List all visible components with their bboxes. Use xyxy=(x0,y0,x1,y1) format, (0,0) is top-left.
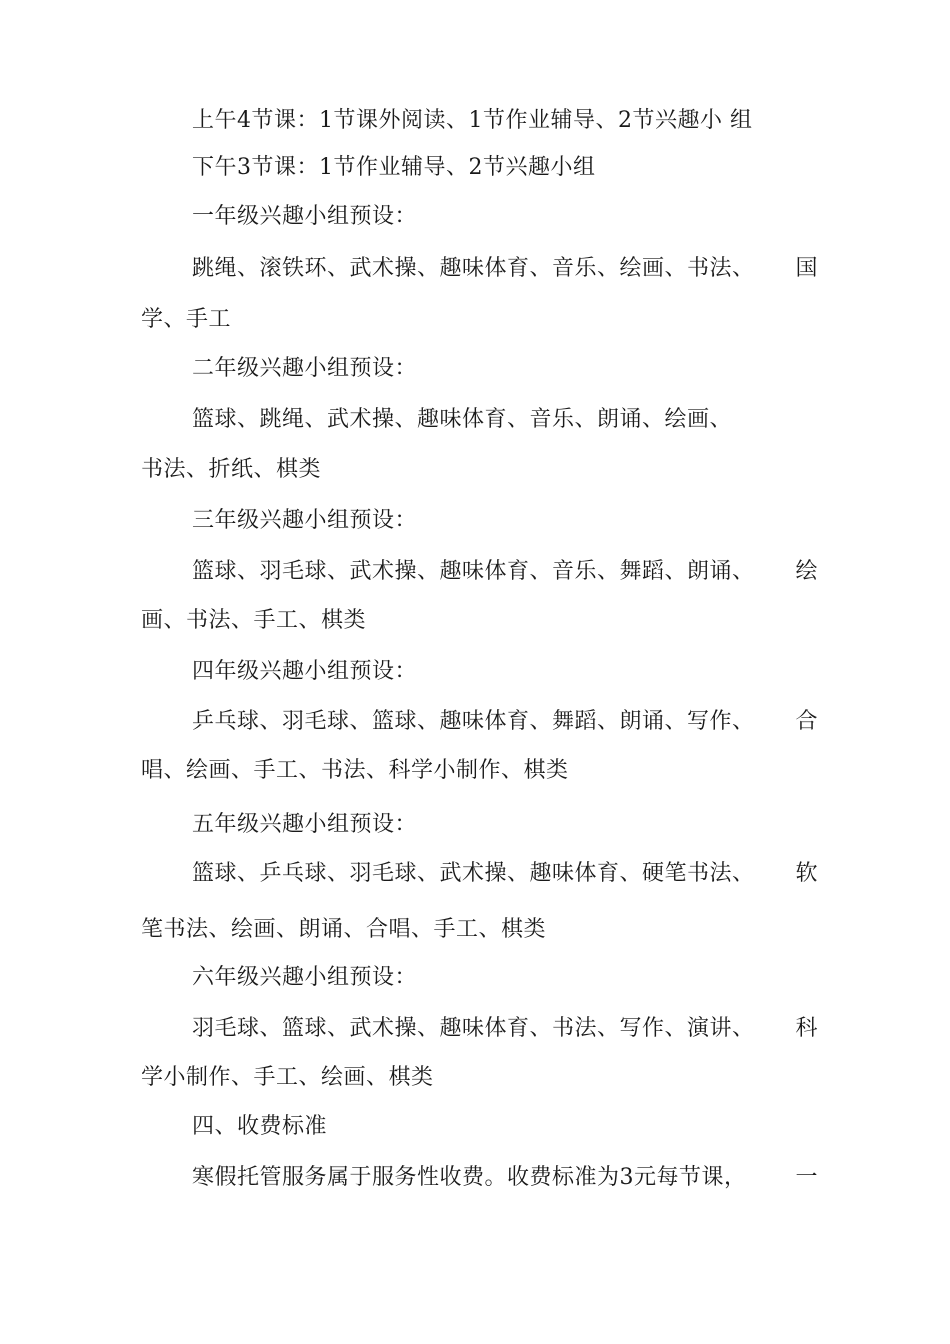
grade3-heading: 三年级兴趣小组预设： xyxy=(192,508,418,533)
grade6-items-text: 羽毛球、篮球、武术操、趣味体育、书法、写作、演讲、 xyxy=(192,1016,755,1041)
grade2-items-line1: 篮球、跳绳、武术操、趣味体育、音乐、朗诵、绘画、 xyxy=(192,407,733,432)
grade4-items-text: 乒乓球、羽毛球、篮球、趣味体育、舞蹈、朗诵、写作、 xyxy=(192,709,755,734)
grade2-heading: 二年级兴趣小组预设： xyxy=(192,356,418,381)
grade1-items-line2: 学、手工 xyxy=(141,307,232,332)
grade5-heading: 五年级兴趣小组预设： xyxy=(192,812,418,837)
fee-paragraph-line1 xyxy=(192,1163,818,1193)
grade6-heading: 六年级兴趣小组预设： xyxy=(192,965,418,990)
grade1-items-text: 跳绳、滚铁环、武术操、趣味体育、音乐、绘画、书法、 xyxy=(192,256,755,281)
grade3-items-line1 xyxy=(192,557,818,587)
grade6-items-line1 xyxy=(192,1014,818,1044)
fee-paragraph-tail: 一 xyxy=(795,1165,818,1190)
grade1-items-tail: 国 xyxy=(795,256,818,281)
grade4-items-tail: 合 xyxy=(795,709,818,734)
grade4-heading: 四年级兴趣小组预设： xyxy=(192,659,418,684)
grade3-items-text: 篮球、羽毛球、武术操、趣味体育、音乐、舞蹈、朗诵、 xyxy=(192,559,755,584)
grade6-items-tail: 科 xyxy=(795,1016,818,1041)
fee-paragraph-text: 寒假托管服务属于服务性收费。收费标准为3元每节课， xyxy=(192,1165,747,1190)
grade3-items-tail: 绘 xyxy=(795,559,818,584)
grade5-items-tail: 软 xyxy=(795,861,818,886)
grade3-items-line2: 画、书法、手工、棋类 xyxy=(141,608,367,633)
grade5-items-line1 xyxy=(192,859,818,889)
grade2-items-line2: 书法、折纸、棋类 xyxy=(141,457,322,482)
schedule-afternoon: 下午3节课：1节作业辅导、2节兴趣小组 xyxy=(192,155,596,180)
grade5-items-text: 篮球、乒乓球、羽毛球、武术操、趣味体育、硬笔书法、 xyxy=(192,861,755,886)
fee-section-heading: 四、收费标准 xyxy=(192,1114,328,1139)
grade4-items-line1 xyxy=(192,707,818,737)
grade4-items-line2: 唱、绘画、手工、书法、科学小制作、棋类 xyxy=(141,758,569,783)
grade1-items-line1 xyxy=(192,254,818,284)
grade6-items-line2: 学小制作、手工、绘画、棋类 xyxy=(141,1065,434,1090)
schedule-morning: 上午4节课：1节课外阅读、1节作业辅导、2节兴趣小 组 xyxy=(192,108,753,133)
grade5-items-line2: 笔书法、绘画、朗诵、合唱、手工、棋类 xyxy=(141,917,547,942)
grade1-heading: 一年级兴趣小组预设： xyxy=(192,204,418,229)
